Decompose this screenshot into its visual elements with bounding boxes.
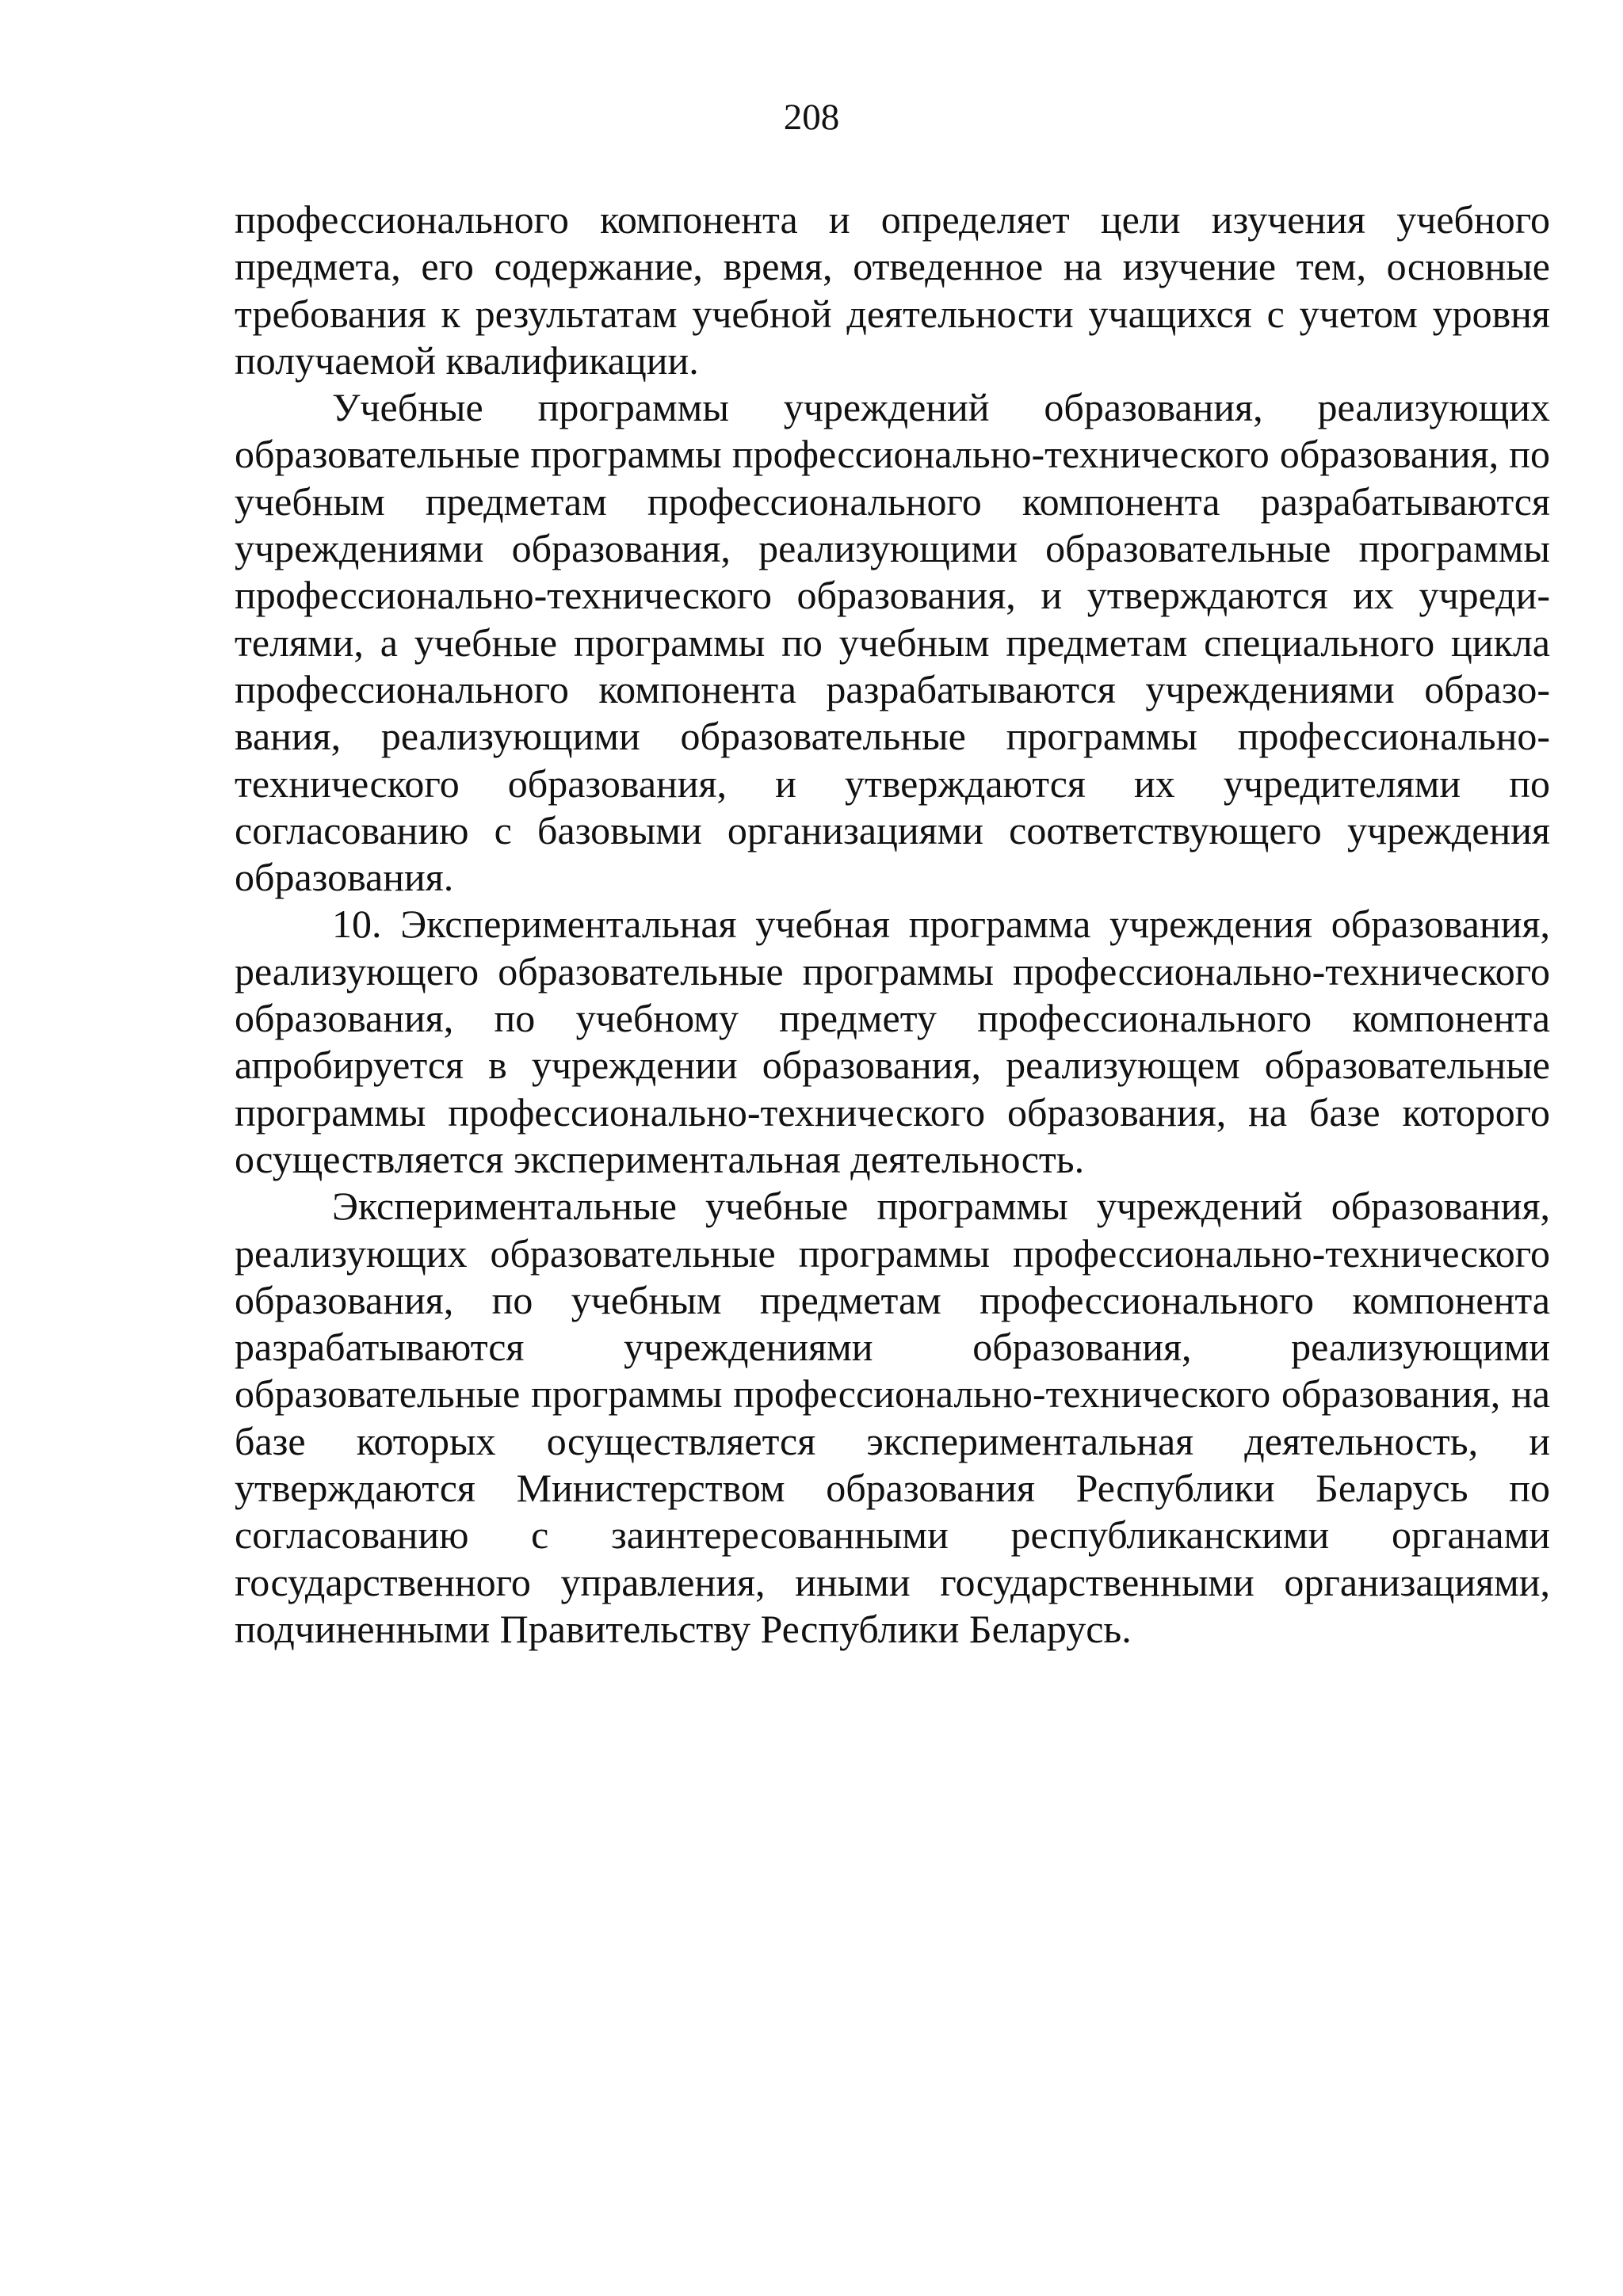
paragraph-item-10: 10. Экспериментальная учебная программа учреждения образования, реализующего образовательные программы профессионально-технического образования, по учебному предмету профессионального компонента апробируется в учреждении образования, реализующем образовательные программы профессионально-технического образования, на базе которого осуществляется экспериментальная деятельность. [235, 902, 1550, 1181]
paragraph-continuation: профессионального компонента и определяет цели изучения учебного предмета, его содержание, время, отведенное на изучение тем, основные требования к результатам учебной деятельности учащихся с учетом уровня получаемой квалификации. [235, 197, 1550, 383]
page-number: 208 [783, 97, 840, 138]
body-text [235, 196, 1550, 1653]
paragraph-curricula-approval: Учебные программы учреждений образования, реализующих образовательные программы профессионально-технического образования, по учебным предметам профессионального компонента разрабатываются учреждениями образования, реализующими образовательные программы профессионально-технического образования, и утверждаются их учредителями, а учебные программы по учебным предметам специального цикла профессионального компонента разрабатываются учреждениями образования, реализующими образовательные программы профессионально-технического образования, и утверждаются их учредителями по согласованию с базовыми организациями соответствующего учреждения образования. [235, 385, 1550, 900]
paragraph-experimental-programs: Экспериментальные учебные программы учреждений образования, реализующих образовательные программы профессионально-технического образования, по учебным предметам профессионального компонента разрабатываются учреждениями образования, реализующими образовательные программы профессионально-технического образования, на базе которых осуществляется экспериментальная деятельность, и утверждаются Министерством образования Республики Беларусь по согласованию с заинтересованными республиканскими органами государственного управления, иными государственными организациями, подчиненными Правительству Республики Беларусь. [235, 1184, 1550, 1651]
